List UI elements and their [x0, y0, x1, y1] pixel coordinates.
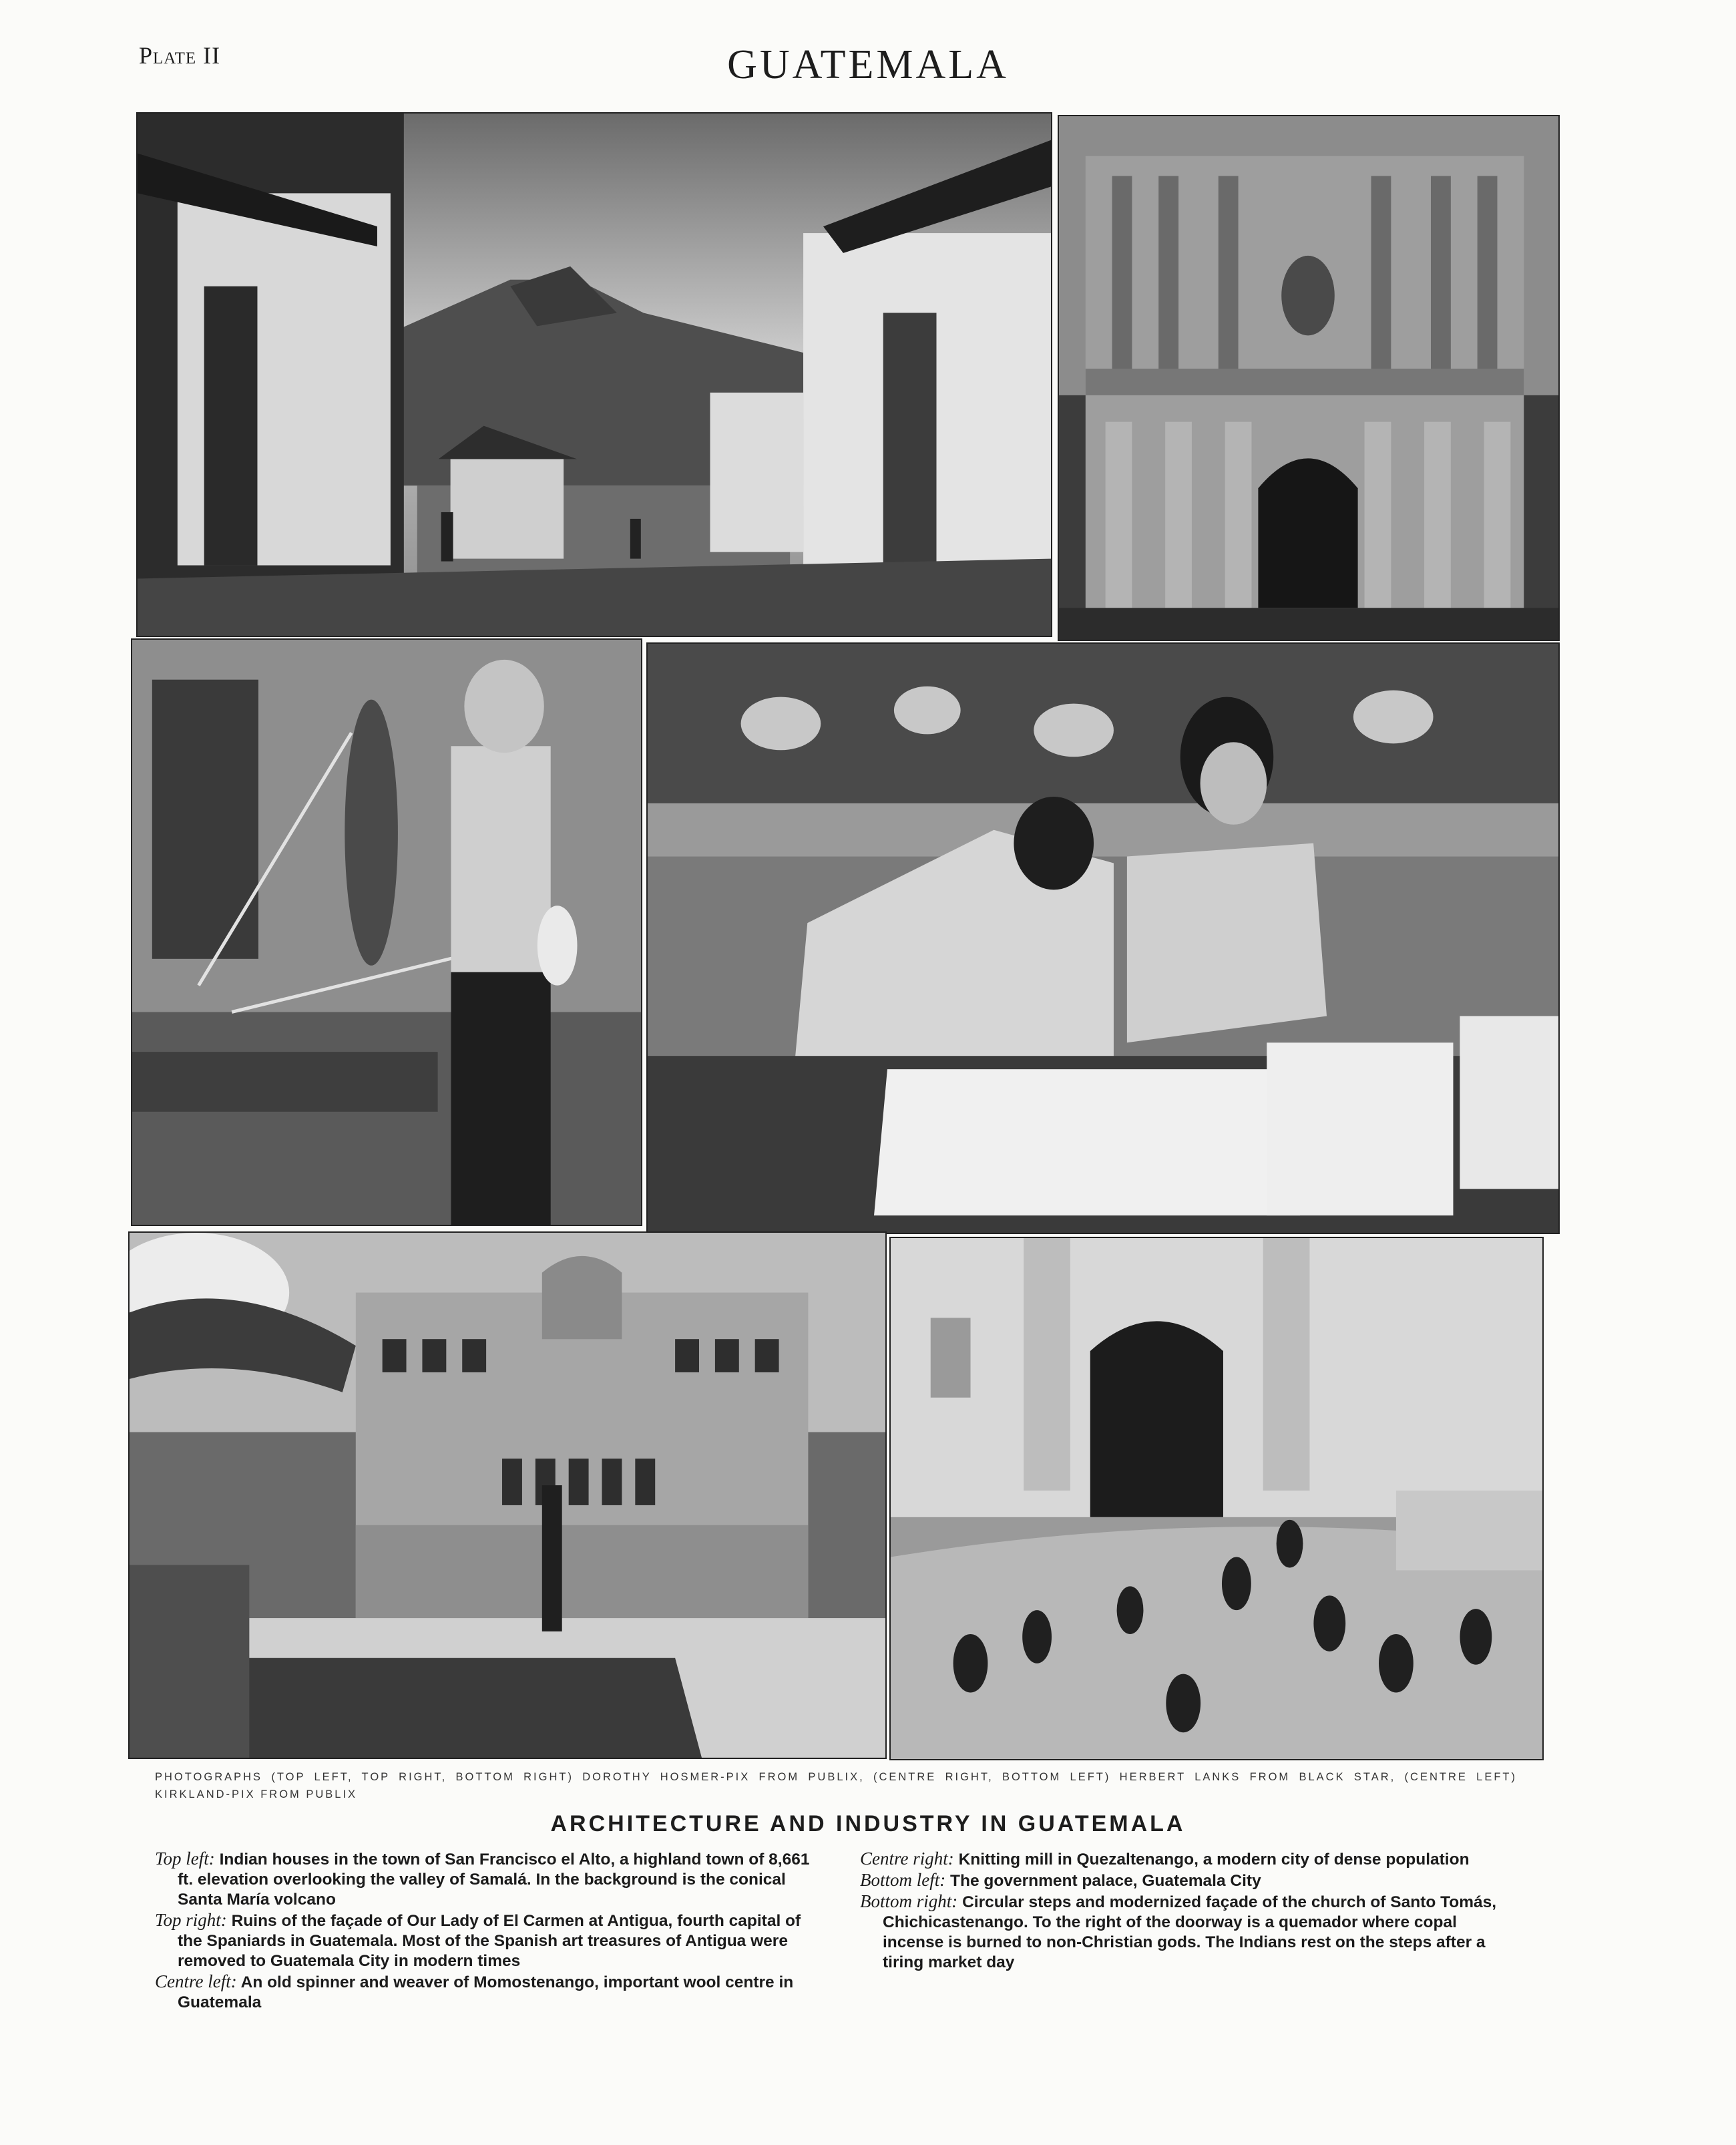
plate-label: Plate II [139, 42, 221, 69]
caption-label: Bottom left: [860, 1870, 946, 1890]
photo-top-left [136, 112, 1052, 637]
section-heading: ARCHITECTURE AND INDUSTRY IN GUATEMALA [550, 1811, 1186, 1836]
caption-label: Centre right: [860, 1848, 954, 1869]
caption-text: Ruins of the façade of Our Lady of El Carmen at Antigua, fourth capital of the Spaniards in Guatemala. Most of the Spanish art treasures of Antigua were removed to Guatemala City in modern times [178, 1912, 801, 1970]
photo-bottom-right-image [891, 1238, 1542, 1759]
photo-top-right [1058, 115, 1560, 641]
page-title: GUATEMALA [727, 42, 1009, 87]
caption-centre-right [860, 1848, 1514, 1870]
caption-text: Circular steps and modernized façade of the church of Santo Tomás, Chichicastenango. To the right of the doorway is a quemador where copal incense is burned to non-Christian gods. The Indians rest on the steps after a tiring market day [883, 1893, 1497, 1971]
caption-text: Knitting mill in Quezaltenango, a modern city of dense population [958, 1850, 1470, 1869]
photo-centre-left-image [132, 640, 641, 1225]
caption-bottom-right [860, 1891, 1514, 1973]
photo-bottom-left-image [130, 1233, 885, 1758]
photo-centre-right [646, 642, 1560, 1234]
captions-left-column [155, 1848, 817, 2013]
captions-right-column [860, 1848, 1514, 1973]
photo-centre-right-image [648, 644, 1558, 1233]
caption-text: The government palace, Guatemala City [950, 1872, 1261, 1890]
photo-credits: PHOTOGRAPHS (TOP LEFT, TOP RIGHT, BOTTOM RIGHT) DOROTHY HOSMER-PIX FROM PUBLIX, (CENTRE RIGHT, BOTTOM LEFT) HERBERT LANKS FROM BLACK STAR, (CENTRE LEFT) KIRKLAND-PIX FROM PUBLIX [155, 1771, 1517, 1800]
caption-label: Centre left: [155, 1971, 237, 1991]
caption-top-right [155, 1910, 817, 1971]
photo-centre-left [131, 638, 642, 1226]
caption-bottom-left [860, 1870, 1514, 1891]
caption-text: An old spinner and weaver of Momostenango, important wool centre in Guatemala [178, 1973, 794, 2011]
photo-top-right-image [1059, 116, 1558, 640]
caption-top-left [155, 1848, 817, 1910]
caption-label: Bottom right: [860, 1891, 958, 1911]
caption-label: Top left: [155, 1848, 215, 1869]
photo-bottom-right [889, 1237, 1544, 1760]
caption-centre-left [155, 1971, 817, 2013]
caption-text: Indian houses in the town of San Francisco el Alto, a highland town of 8,661 ft. elevation overlooking the valley of Samalá. In the background is the conical Santa María volcano [178, 1850, 810, 1909]
photo-top-left-image [138, 114, 1051, 636]
photo-bottom-left [128, 1231, 887, 1759]
caption-label: Top right: [155, 1910, 227, 1930]
